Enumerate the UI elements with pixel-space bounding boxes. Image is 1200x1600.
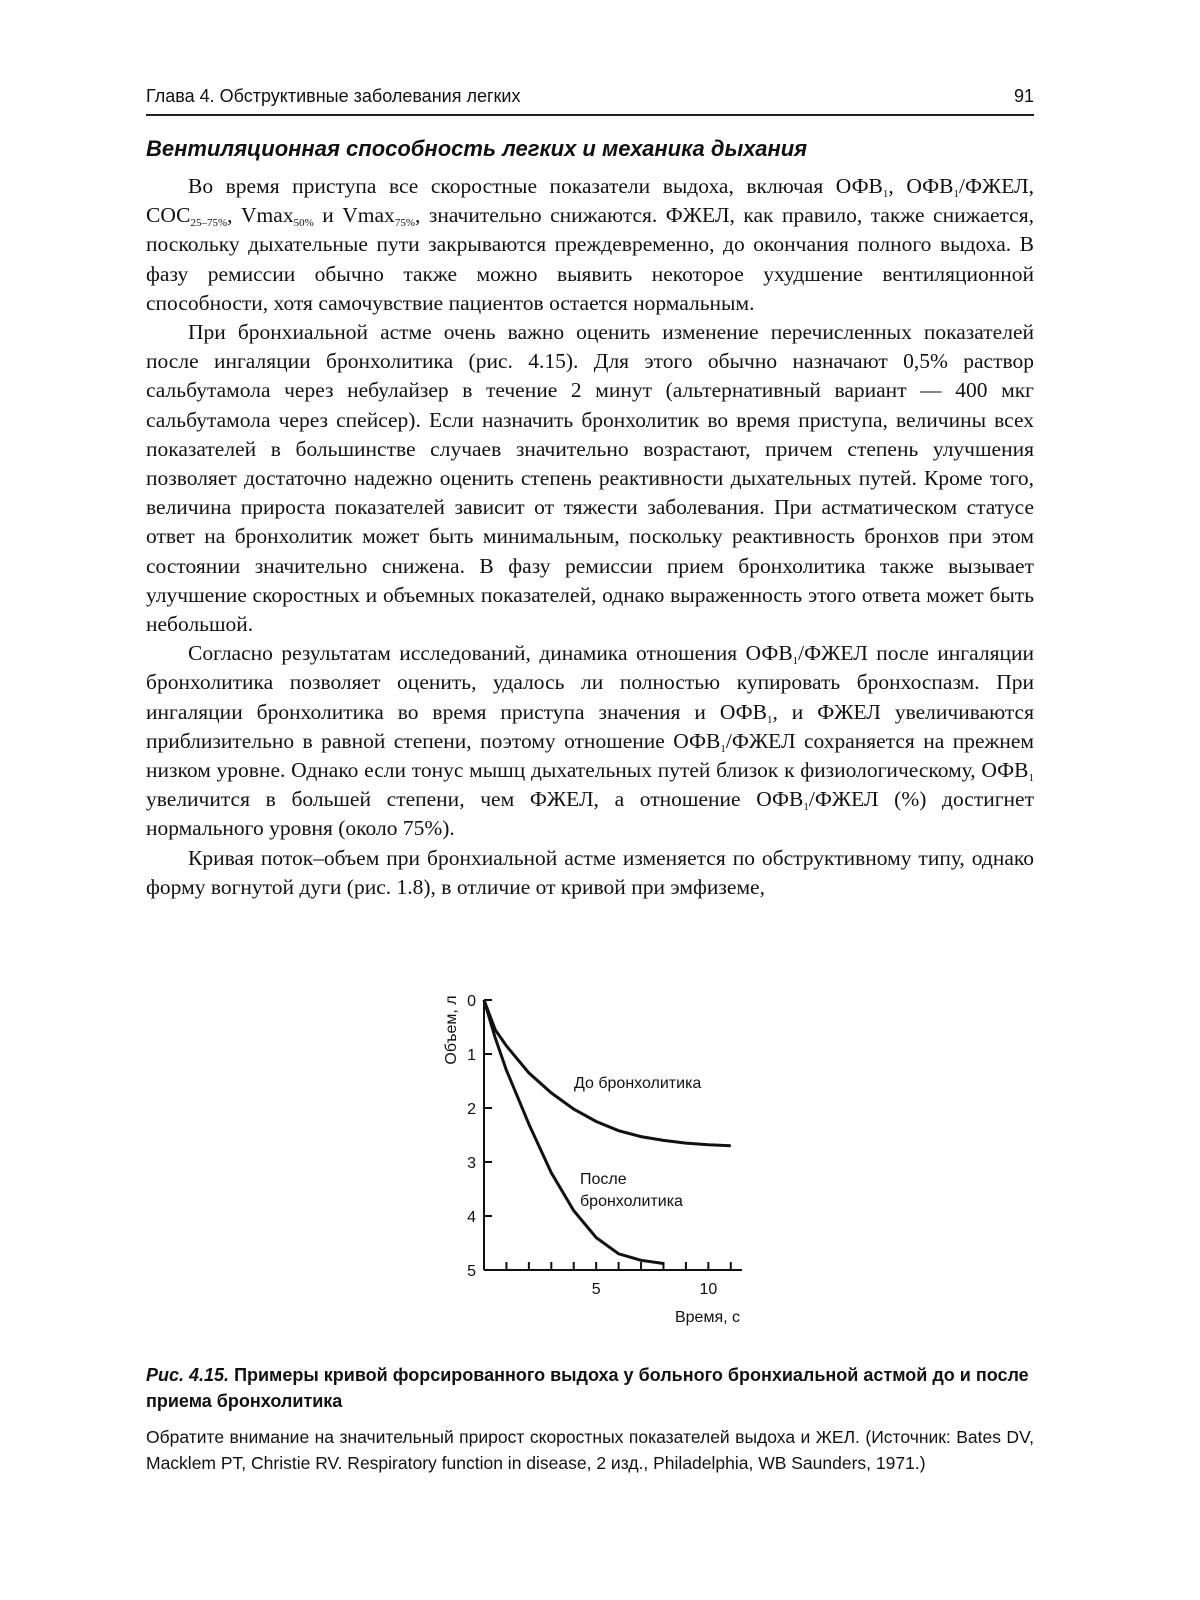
- y-axis-label: Объем, л: [443, 995, 460, 1065]
- y-tick-label: 2: [467, 1101, 476, 1118]
- paragraph-4: Кривая поток–объем при бронхиальной астме изменяется по обструктивному типу, однако форму вогнутой дуги (рис. 1.8), в отличие от кривой при эмфиземе,: [146, 845, 1034, 899]
- subscript: 1: [792, 655, 799, 668]
- text-run: , и ФЖЕЛ увеличиваются приблизительно в равной степени, поэтому отношение ОФВ: [146, 699, 1034, 753]
- volume-time-chart: [436, 990, 776, 1345]
- subscript: 50%: [293, 217, 314, 230]
- x-tick-label: 5: [591, 1281, 601, 1298]
- subscript: 1: [720, 742, 726, 755]
- subscript: 1: [953, 188, 959, 200]
- curve-before-label: До бронхолитика: [574, 1075, 702, 1092]
- text-run: , значительно снижаются. ФЖЕЛ, как правило, также снижается, поскольку дыхательные пути закрываются преждевременно, до окончания полного выдоха. В фазу ремиссии обычно также можно выявить некоторое ухудшение вентиляционной способности, хотя самочувствие пациентов остается нормальным.: [146, 203, 1034, 315]
- paragraph-2: При бронхиальной астме очень важно оценить изменение перечисленных показателей после ингаляции бронхолитика (рис. 4.15). Для этого обычно назначают 0,5% раствор сальбутамола через небулайзер в течение 2 минут (альтернативный вариант — 400 мкг сальбутамола через спейсер). Если назначить бронхолитик во время приступа, величины всех показателей в большинстве случаев значительно возрастают, причем степень улучшения позволяет достаточно надежно оценить степень реактивности дыхательных путей. Кроме того, величина прироста показателей зависит от тяжести заболевания. При астматическом статусе ответ на бронхолитик может быть минимальным, поскольку реактивность бронхов при этом состоянии значительно снижена. В фазу ремиссии прием бронхолитика также вызывает улучшение скоростных и объемных показателей, однако выраженность этого ответа может быть небольшой.: [146, 320, 1034, 637]
- subscript: 1: [766, 713, 773, 726]
- curve-after-label-line1: После: [580, 1171, 627, 1188]
- text-run: /ФЖЕЛ, СОС: [146, 174, 1034, 228]
- chapter-title: Глава 4. Обструктивные заболевания легких: [146, 86, 521, 106]
- y-tick-label: 3: [467, 1155, 476, 1172]
- text-run: Согласно результатам исследований, динамика отношения ОФВ: [188, 641, 793, 666]
- x-axis-label: Время, с: [674, 1309, 740, 1326]
- y-tick-label: 0: [467, 993, 476, 1010]
- curve-before-bronchodilator: [484, 1000, 731, 1146]
- x-tick-label: 10: [699, 1281, 718, 1298]
- x-ticks: [592, 1281, 718, 1298]
- paragraph-3: [146, 639, 1034, 843]
- text-run: , Vmax: [227, 203, 294, 228]
- page-number: 91: [1013, 86, 1034, 106]
- text-run: и Vmax: [313, 203, 395, 228]
- subscript: 1: [1028, 772, 1034, 785]
- curve-after-bronchodilator: [484, 1000, 664, 1264]
- text-run: , ОФВ: [888, 174, 954, 198]
- curve-after-label-line2: бронхолитика: [580, 1193, 683, 1210]
- y-tick-label: 5: [467, 1263, 476, 1280]
- x-minor-ticks: [506, 1262, 730, 1270]
- body-text: [146, 172, 1034, 902]
- paragraph-1: [146, 172, 1034, 318]
- y-tick-label: 1: [467, 1047, 476, 1064]
- caption-title-text: Примеры кривой форсированного выдоха у больного бронхиальной астмой до и после приема бронхолитика: [146, 1365, 1029, 1411]
- subscript: 1: [882, 188, 889, 200]
- figure-caption: [146, 1362, 1034, 1476]
- subscript: 1: [803, 801, 809, 814]
- y-ticks: [467, 993, 492, 1280]
- subscript: 25–75%: [190, 217, 228, 230]
- subscript: 75%: [394, 217, 415, 230]
- y-tick-label: 4: [467, 1209, 476, 1226]
- header-rule: [146, 114, 1034, 116]
- caption-note: Обратите внимание на значительный прирост скоростных показателей выдоха и ЖЕЛ. (Источник: Bates DV, Macklem PT, Christie RV. Respiratory function in disease, 2 изд., Philadelphia, WB Saunders, 1971.): [146, 1427, 1034, 1473]
- text-run: Во время приступа все скоростные показатели выдоха, включая ОФВ: [188, 174, 883, 198]
- caption-title: [146, 1362, 1034, 1414]
- text-run: /ФЖЕЛ после ингаляции бронхолитика позволяет оценить, удалось ли полностью купировать бронхоспазм. При ингаляции бронхолитика во время приступа значения и ОФВ: [146, 641, 1034, 724]
- text-run: увеличится в большей степени, чем ФЖЕЛ, а отношение ОФВ: [146, 787, 804, 812]
- text-run: /ФЖЕЛ сохраняется на прежнем низком уровне. Однако если тонус мышц дыхательных путей близок к физиологическому, ОФВ: [146, 728, 1034, 783]
- caption-label: Рис. 4.15.: [146, 1365, 230, 1385]
- section-title: Вентиляционная способность легких и механика дыхания: [146, 136, 808, 161]
- text-run: /ФЖЕЛ (%) достигнет нормального уровня (около 75%).: [146, 787, 1034, 841]
- figure-4-15: [436, 990, 776, 1345]
